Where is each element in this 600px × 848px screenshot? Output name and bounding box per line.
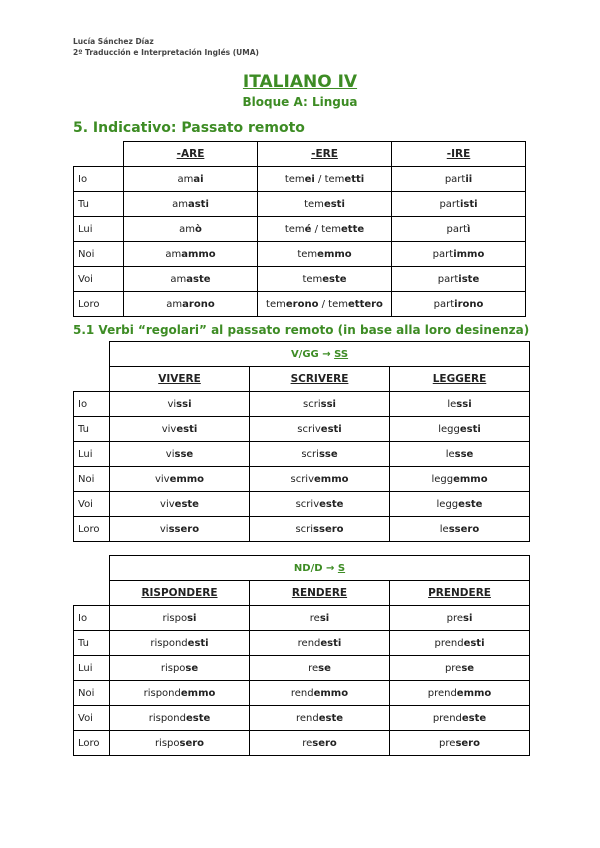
conjugation-cell: [258, 167, 392, 192]
verb-ending: si: [463, 612, 473, 624]
pronoun-cell: Noi: [74, 467, 110, 492]
verb-ending: se: [185, 662, 199, 674]
verb-stem: vi: [165, 448, 175, 460]
verb-stem: scri: [301, 448, 319, 460]
column-header: SCRIVERE: [250, 367, 390, 392]
conjugation-cell: [390, 492, 530, 517]
verb-ending: sse: [454, 448, 474, 460]
pronoun-cell: Voi: [74, 492, 110, 517]
conjugation-cell: [110, 392, 250, 417]
arrow-glyph: →: [322, 348, 331, 360]
conjugation-cell: [110, 681, 250, 706]
verb-stem: tem: [284, 223, 305, 235]
group-to: S: [337, 562, 346, 574]
verb-stem: pre: [446, 612, 464, 624]
verb-stem: prend: [434, 637, 464, 649]
course-name: 2º Traducción e Interpretación Inglés (UMA): [73, 48, 259, 57]
verb-stem: am: [172, 198, 188, 210]
verb-stem: le: [447, 398, 457, 410]
conjugation-cell: [250, 492, 390, 517]
conjugation-cell: [110, 417, 250, 442]
verb-ending: ammo: [181, 248, 216, 260]
verb-stem: rend: [295, 712, 319, 724]
conjugation-cell: [250, 631, 390, 656]
verb-stem: vi: [167, 398, 177, 410]
verb-ending: ssero: [168, 523, 200, 535]
table-row: [74, 681, 530, 706]
group-to: SS: [334, 348, 349, 360]
verb-ending: si: [319, 612, 330, 624]
group-from: V/GG: [290, 348, 319, 360]
pronoun-cell: Loro: [74, 517, 110, 542]
verb-stem: part: [444, 173, 466, 185]
section-heading-passato-remoto: 5. Indicativo: Passato remoto: [73, 120, 305, 136]
verb-stem: part: [437, 273, 459, 285]
verb-stem: scri: [295, 523, 314, 535]
verb-ending: este: [322, 273, 347, 285]
pronoun-cell: Io: [74, 167, 124, 192]
verb-ending: ssero: [313, 523, 344, 535]
verb-ending: ai: [193, 173, 204, 185]
verb-ending: sero: [455, 737, 480, 749]
pronoun-cell: Tu: [74, 192, 124, 217]
group-from: ND/D: [293, 562, 323, 574]
verb-stem: tem: [297, 248, 318, 260]
verb-ending: sero: [312, 737, 337, 749]
verb-stem: scriv: [295, 498, 320, 510]
verb-ending: ei: [304, 173, 315, 185]
group-header-ss: [110, 342, 530, 367]
column-header: PRENDERE: [390, 581, 530, 606]
verb-stem: part: [439, 198, 460, 210]
verb-stem: rispond: [150, 637, 188, 649]
verb-stem: pre: [444, 662, 462, 674]
verb-stem: scriv: [297, 423, 321, 435]
verb-stem: am: [166, 298, 183, 310]
table-header-row: [74, 581, 530, 606]
verb-ending: immo: [453, 248, 485, 260]
verb-ending: sse: [318, 448, 338, 460]
verb-stem: rispo: [154, 737, 180, 749]
verb-stem: rispo: [160, 662, 186, 674]
pronoun-cell: Io: [74, 606, 110, 631]
conjugation-cell: [390, 467, 530, 492]
table-header-row: [74, 367, 530, 392]
verb-ending: este: [319, 498, 344, 510]
conjugation-cell: [250, 731, 390, 756]
table-row: [74, 392, 530, 417]
conjugation-cell: [250, 517, 390, 542]
conjugation-cell: [250, 606, 390, 631]
verb-ending: erono: [285, 298, 319, 310]
verb-ending: arono: [182, 298, 215, 310]
conjugation-cell: [392, 292, 526, 317]
conjugation-cell: [258, 242, 392, 267]
verb-ending: é: [304, 223, 312, 235]
verb-stem: prend: [432, 712, 462, 724]
conjugation-cell: [110, 492, 250, 517]
conjugation-cell: [390, 631, 530, 656]
conjugation-cell: [392, 217, 526, 242]
conjugation-cell: [258, 267, 392, 292]
pronoun-cell: Loro: [74, 292, 124, 317]
table-row: [74, 706, 530, 731]
pronoun-cell: Tu: [74, 631, 110, 656]
verb-ending: etti: [344, 173, 365, 185]
group-header-s: [110, 556, 530, 581]
verb-stem: viv: [160, 498, 175, 510]
verb-ending: este: [318, 712, 344, 724]
verb-ending: ssero: [448, 523, 480, 535]
verb-ending: ssi: [456, 398, 472, 410]
document-subtitle: Bloque A: Lingua: [242, 95, 358, 109]
verb-stem: am: [179, 223, 195, 235]
verb-ending: esti: [320, 423, 342, 435]
column-header: -IRE: [392, 142, 526, 167]
conjugation-cell: [258, 217, 392, 242]
verb-ending: asti: [187, 198, 209, 210]
pronoun-cell: Loro: [74, 731, 110, 756]
conjugation-cell: [390, 392, 530, 417]
empty-corner-cell: [74, 581, 110, 606]
table-row: [74, 492, 530, 517]
verb-ending: esti: [459, 423, 481, 435]
table-header-row: [74, 142, 526, 167]
verb-ending: esti: [463, 637, 485, 649]
verb-stem: am: [165, 248, 182, 260]
column-header: LEGGERE: [390, 367, 530, 392]
verb-stem: part: [432, 248, 454, 260]
verb-stem: rispond: [143, 687, 181, 699]
conjugation-cell: [124, 242, 258, 267]
verb-stem: rispond: [148, 712, 186, 724]
conjugation-cell: [390, 606, 530, 631]
verb-ending: emmo: [169, 473, 205, 485]
verb-ending: ssi: [320, 398, 336, 410]
verb-ending: aste: [186, 273, 211, 285]
pronoun-cell: Voi: [74, 706, 110, 731]
verb-ending: emmo: [313, 687, 349, 699]
verb-stem: / tem: [311, 223, 342, 235]
verb-ending: este: [174, 498, 199, 510]
empty-corner-cell: [74, 367, 110, 392]
verb-ending: esti: [187, 637, 209, 649]
conjugation-cell: [110, 631, 250, 656]
group-header-row: [74, 556, 530, 581]
table-row: [74, 467, 530, 492]
table-row: [74, 267, 526, 292]
passato-remoto-table: [73, 141, 526, 317]
verb-stem: rispo: [162, 612, 188, 624]
verb-stem: re: [308, 662, 319, 674]
conjugation-cell: [250, 442, 390, 467]
arrow-glyph: →: [326, 562, 335, 574]
verb-stem: re: [302, 737, 313, 749]
conjugation-cell: [124, 192, 258, 217]
conjugation-cell: [390, 731, 530, 756]
verb-ending: esti: [176, 423, 198, 435]
verb-stem: rend: [297, 637, 321, 649]
verb-ending: esti: [323, 198, 345, 210]
verb-ending: se: [461, 662, 475, 674]
empty-corner-cell: [74, 556, 110, 581]
verb-stem: part: [433, 298, 455, 310]
verb-ending: emmo: [180, 687, 216, 699]
verb-ending: emmo: [453, 473, 488, 485]
conjugation-cell: [390, 656, 530, 681]
conjugation-cell: [250, 706, 390, 731]
conjugation-cell: [110, 517, 250, 542]
verb-stem: rend: [290, 687, 314, 699]
verb-stem: tem: [284, 173, 305, 185]
pronoun-cell: Noi: [74, 242, 124, 267]
conjugation-cell: [392, 192, 526, 217]
verb-ending: este: [185, 712, 211, 724]
verb-ending: ò: [195, 223, 202, 235]
verb-stem: part: [446, 223, 468, 235]
conjugation-cell: [390, 442, 530, 467]
verb-stem: am: [177, 173, 194, 185]
verb-ending: sse: [174, 448, 194, 460]
group-header-row: [74, 342, 530, 367]
empty-corner-cell: [74, 342, 110, 367]
conjugation-cell: [258, 192, 392, 217]
column-header: -ARE: [124, 142, 258, 167]
author-name: Lucía Sánchez Díaz: [73, 37, 154, 46]
column-header: -ERE: [258, 142, 392, 167]
verb-stem: pre: [439, 737, 456, 749]
table-row: [74, 442, 530, 467]
column-header: RISPONDERE: [110, 581, 250, 606]
pronoun-cell: Lui: [74, 656, 110, 681]
conjugation-cell: [110, 731, 250, 756]
verb-ending: este: [458, 498, 483, 510]
conjugation-cell: [110, 606, 250, 631]
verb-stem: / tem: [318, 298, 348, 310]
verb-stem: re: [309, 612, 320, 624]
table-row: [74, 192, 526, 217]
conjugation-cell: [390, 417, 530, 442]
table-row: [74, 167, 526, 192]
verb-stem: viv: [161, 423, 177, 435]
conjugation-cell: [110, 656, 250, 681]
conjugation-cell: [124, 267, 258, 292]
conjugation-cell: [110, 467, 250, 492]
verb-ending: emmo: [317, 248, 352, 260]
table-row: [74, 631, 530, 656]
verbi-ss-table: [73, 341, 530, 542]
verb-ending: isti: [459, 198, 478, 210]
table-row: [74, 242, 526, 267]
verb-ending: ssi: [176, 398, 192, 410]
conjugation-cell: [250, 656, 390, 681]
empty-corner-cell: [74, 142, 124, 167]
verb-ending: iste: [458, 273, 480, 285]
pronoun-cell: Voi: [74, 267, 124, 292]
verb-stem: le: [439, 523, 449, 535]
verb-stem: legg: [438, 423, 460, 435]
verb-ending: este: [461, 712, 487, 724]
verbi-s-table: [73, 555, 530, 756]
conjugation-cell: [250, 392, 390, 417]
pronoun-cell: Noi: [74, 681, 110, 706]
column-header: VIVERE: [110, 367, 250, 392]
pronoun-cell: Io: [74, 392, 110, 417]
conjugation-cell: [390, 706, 530, 731]
table-row: [74, 606, 530, 631]
table-row: [74, 417, 530, 442]
table-row: [74, 517, 530, 542]
verb-ending: ettero: [348, 298, 383, 310]
verb-ending: sero: [179, 737, 205, 749]
verb-stem: tem: [266, 298, 286, 310]
verb-ending: ii: [465, 173, 473, 185]
verb-stem: tem: [302, 273, 323, 285]
table-row: [74, 656, 530, 681]
conjugation-cell: [392, 167, 526, 192]
table-row: [74, 731, 530, 756]
verb-ending: si: [187, 612, 197, 624]
verb-stem: scriv: [290, 473, 314, 485]
verb-stem: legg: [431, 473, 454, 485]
table-row: [74, 217, 526, 242]
conjugation-cell: [250, 417, 390, 442]
pronoun-cell: Tu: [74, 417, 110, 442]
verb-ending: esti: [320, 637, 342, 649]
verb-stem: prend: [427, 687, 457, 699]
document-title: ITALIANO IV: [242, 72, 358, 92]
verb-ending: se: [318, 662, 331, 674]
conjugation-cell: [390, 681, 530, 706]
conjugation-cell: [250, 681, 390, 706]
pronoun-cell: Lui: [74, 442, 110, 467]
verb-stem: am: [170, 273, 187, 285]
verb-ending: emmo: [456, 687, 492, 699]
verb-stem: viv: [154, 473, 170, 485]
conjugation-cell: [392, 267, 526, 292]
verb-stem: scri: [303, 398, 321, 410]
section-heading-verbi-regolari: 5.1 Verbi “regolari” al passato remoto (in base alla loro desinenza): [73, 323, 530, 337]
conjugation-cell: [390, 517, 530, 542]
table-row: [74, 292, 526, 317]
column-header: RENDERE: [250, 581, 390, 606]
verb-ending: irono: [454, 298, 484, 310]
conjugation-cell: [110, 442, 250, 467]
conjugation-cell: [124, 217, 258, 242]
verb-stem: legg: [436, 498, 459, 510]
verb-stem: le: [445, 448, 455, 460]
verb-stem: vi: [159, 523, 169, 535]
pronoun-cell: Lui: [74, 217, 124, 242]
conjugation-cell: [110, 706, 250, 731]
conjugation-cell: [124, 292, 258, 317]
conjugation-cell: [250, 467, 390, 492]
conjugation-cell: [258, 292, 392, 317]
verb-stem: / tem: [314, 173, 345, 185]
verb-ending: emmo: [314, 473, 349, 485]
verb-stem: tem: [304, 198, 324, 210]
conjugation-cell: [392, 242, 526, 267]
verb-ending: ette: [341, 223, 365, 235]
verb-ending: ì: [467, 223, 471, 235]
conjugation-cell: [124, 167, 258, 192]
